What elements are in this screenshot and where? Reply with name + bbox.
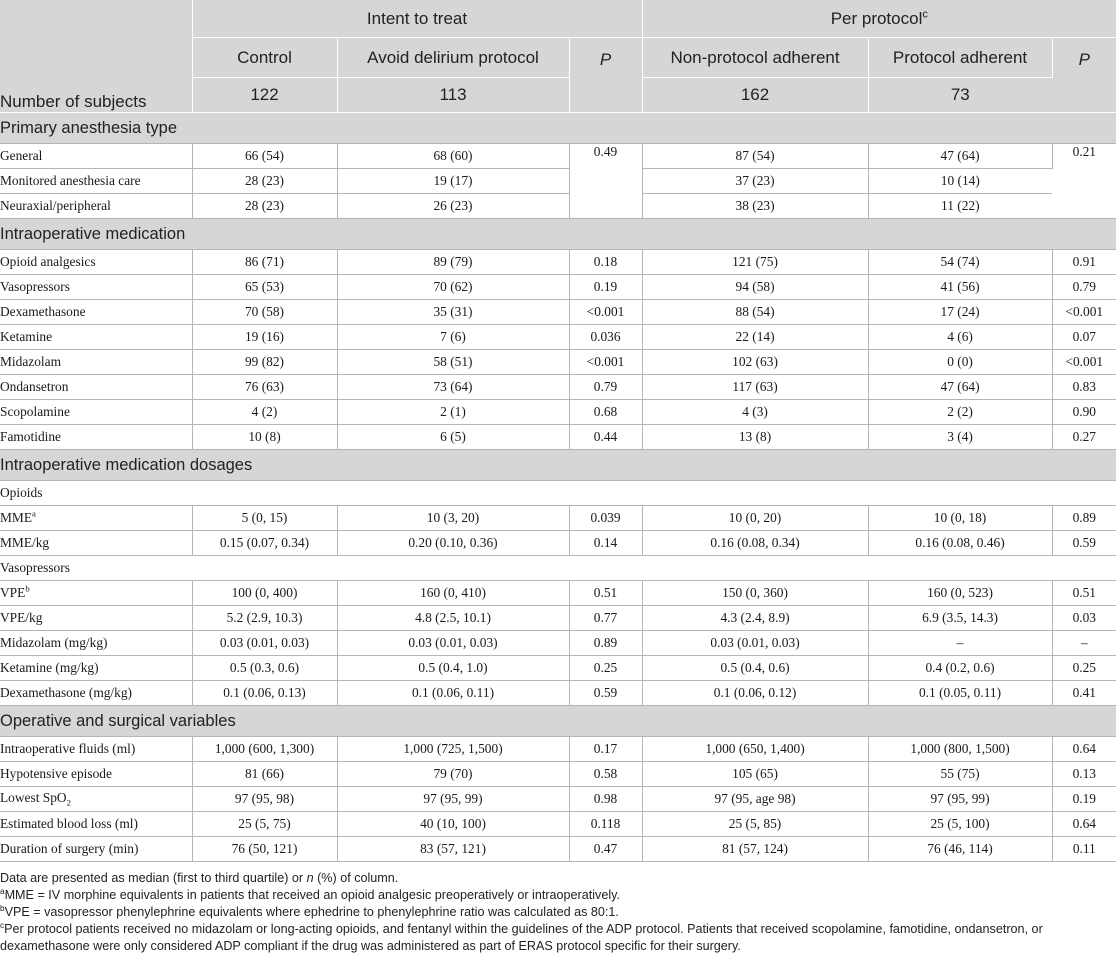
cell: 76 (46, 114) [868,837,1052,862]
table-row [0,144,1116,169]
subgroup-label: Vasopressors [0,556,1116,581]
cell: 38 (23) [642,194,868,219]
cell: 41 (56) [868,275,1052,300]
cell: 47 (64) [868,375,1052,400]
row-label: Midazolam [0,350,192,375]
table-row [0,275,1116,300]
cell: 2 (1) [337,400,569,425]
row-label: Hypotensive episode [0,762,192,787]
p-value-cell: <0.001 [569,300,642,325]
p-value-cell: 0.58 [569,762,642,787]
p-value-cell: <0.001 [569,350,642,375]
cell: 97 (95, age 98) [642,787,868,812]
cell: 0.16 (0.08, 0.34) [642,531,868,556]
cell: 97 (95, 98) [192,787,337,812]
p-value-cell: <0.001 [1052,300,1116,325]
section-header: Intraoperative medication [0,219,1116,250]
count-control: 122 [192,78,337,113]
cell: 160 (0, 410) [337,581,569,606]
count-adherent: 73 [868,78,1052,113]
cell: 0.15 (0.07, 0.34) [192,531,337,556]
cell: 25 (5, 85) [642,812,868,837]
col-adherent: Protocol adherent [868,38,1052,78]
section-header: Intraoperative medication dosages [0,450,1116,481]
cell: 83 (57, 121) [337,837,569,862]
p-value-cell: 0.41 [1052,681,1116,706]
p-value-cell: 0.68 [569,400,642,425]
cell: 55 (75) [868,762,1052,787]
table-row [0,425,1116,450]
cell: 25 (5, 100) [868,812,1052,837]
cell: 70 (62) [337,275,569,300]
cell: 19 (17) [337,169,569,194]
cell: 11 (22) [868,194,1052,219]
row-label: Lowest SpO$_2$ [0,787,192,812]
cell: 54 (74) [868,250,1052,275]
p-value-cell: 0.90 [1052,400,1116,425]
row-label: Dexamethasone [0,300,192,325]
cell: 10 (0, 20) [642,506,868,531]
p-value-cell: 0.51 [1052,581,1116,606]
cell: 10 (0, 18) [868,506,1052,531]
cell: 37 (23) [642,169,868,194]
subgroup-label: Opioids [0,481,1116,506]
cell: 28 (23) [192,169,337,194]
row-label: General [0,144,192,169]
p-value-cell: 0.59 [569,681,642,706]
cell: 10 (14) [868,169,1052,194]
row-label: Ondansetron [0,375,192,400]
cell: 13 (8) [642,425,868,450]
cell: 2 (2) [868,400,1052,425]
col-p-itt: P [569,38,642,113]
cell: 22 (14) [642,325,868,350]
table-row [0,325,1116,350]
p-value-cell: 0.19 [569,275,642,300]
p-value-cell: 0.64 [1052,737,1116,762]
cell: 0.1 (0.05, 0.11) [868,681,1052,706]
footnote-a: $^a$MME = IV morphine equivalents in patients that received an opioid analgesic preoperatively or intraoperatively. [0,886,621,902]
cell: 0.5 (0.4, 1.0) [337,656,569,681]
row-label: Opioid analgesics [0,250,192,275]
cell: 97 (95, 99) [868,787,1052,812]
table-row [0,400,1116,425]
p-value-cell: 0.64 [1052,812,1116,837]
cell: 0 (0) [868,350,1052,375]
row-label: VPE/kg [0,606,192,631]
cell: 0.5 (0.4, 0.6) [642,656,868,681]
cell: 99 (82) [192,350,337,375]
table-row [0,656,1116,681]
table-row [0,737,1116,762]
cell: 6 (5) [337,425,569,450]
table-row [0,194,1116,219]
p-value-cell: 0.79 [1052,275,1116,300]
p-value-cell: 0.25 [569,656,642,681]
row-label: MME/kg [0,531,192,556]
row-label: Scopolamine [0,400,192,425]
cell: 79 (70) [337,762,569,787]
cell: 0.16 (0.08, 0.46) [868,531,1052,556]
col-non-adherent: Non-protocol adherent [642,38,868,78]
cell: 25 (5, 75) [192,812,337,837]
cell: 5.2 (2.9, 10.3) [192,606,337,631]
p-value-cell: 0.18 [569,250,642,275]
p-value-cell: 0.27 [1052,425,1116,450]
footnote-main: Data are presented as median (first to third quartile) or n (%) of column. [0,871,399,885]
p-value-cell: 0.98 [569,787,642,812]
row-label: Vasopressors [0,275,192,300]
count-non-adherent: 162 [642,78,868,113]
cell: 6.9 (3.5, 14.3) [868,606,1052,631]
p-value-cell: 0.89 [1052,506,1116,531]
cell: 4 (2) [192,400,337,425]
cell: 26 (23) [337,194,569,219]
cell: 1,000 (650, 1,400) [642,737,868,762]
table-row [0,375,1116,400]
table-row [0,300,1116,325]
cell: 94 (58) [642,275,868,300]
cell: 10 (8) [192,425,337,450]
table-row [0,787,1116,812]
row-label: VPE$^b$ [0,581,192,606]
number-of-subjects-header: Number of subjects [0,0,192,113]
cell: 1,000 (725, 1,500) [337,737,569,762]
p-value-cell: 0.83 [1052,375,1116,400]
p-value-cell: 0.91 [1052,250,1116,275]
p-value-cell: 0.036 [569,325,642,350]
cell: 81 (66) [192,762,337,787]
count-avoid-delirium: 113 [337,78,569,113]
cell: 160 (0, 523) [868,581,1052,606]
cell: 73 (64) [337,375,569,400]
p-value-cell: 0.14 [569,531,642,556]
table-row [0,631,1116,656]
cell: 0.20 (0.10, 0.36) [337,531,569,556]
cell: 121 (75) [642,250,868,275]
table-footnotes [0,870,1112,955]
cell: 1,000 (800, 1,500) [868,737,1052,762]
table-row [0,837,1116,862]
intent-to-treat-header: Intent to treat [192,0,642,38]
table-row [0,250,1116,275]
cell: 86 (71) [192,250,337,275]
p-value-cell: 0.21 [1052,144,1116,219]
table-row [0,581,1116,606]
cell: – [868,631,1052,656]
table-row [0,681,1116,706]
p-value-cell: 0.11 [1052,837,1116,862]
table-row [0,506,1116,531]
cell: 89 (79) [337,250,569,275]
p-value-cell: 0.17 [569,737,642,762]
cell: 0.5 (0.3, 0.6) [192,656,337,681]
p-value-cell: 0.07 [1052,325,1116,350]
table-row [0,606,1116,631]
col-control: Control [192,38,337,78]
row-label: MME$^a$ [0,506,192,531]
cell: 0.1 (0.06, 0.13) [192,681,337,706]
cell: 4.3 (2.4, 8.9) [642,606,868,631]
row-label: Dexamethasone (mg/kg) [0,681,192,706]
p-value-cell: 0.77 [569,606,642,631]
footnote-b: $^b$VPE = vasopressor phenylephrine equivalents where ephedrine to phenylephrine ratio was calculated as 80:1. [0,903,619,919]
cell: 4 (6) [868,325,1052,350]
cell: 0.4 (0.2, 0.6) [868,656,1052,681]
cell: 7 (6) [337,325,569,350]
cell: 100 (0, 400) [192,581,337,606]
col-p-pp: P [1052,38,1116,113]
cell: 5 (0, 15) [192,506,337,531]
cell: 88 (54) [642,300,868,325]
row-label: Estimated blood loss (ml) [0,812,192,837]
p-value-cell: 0.25 [1052,656,1116,681]
p-value-cell: 0.59 [1052,531,1116,556]
p-value-cell: <0.001 [1052,350,1116,375]
section-header: Operative and surgical variables [0,706,1116,737]
cell: 68 (60) [337,144,569,169]
header-row-groups [0,0,1116,38]
subgroup-row [0,481,1116,506]
row-label: Duration of surgery (min) [0,837,192,862]
p-value-cell: 0.49 [569,144,642,219]
row-label: Ketamine (mg/kg) [0,656,192,681]
cell: 102 (63) [642,350,868,375]
p-value-cell: 0.51 [569,581,642,606]
p-value-cell: 0.47 [569,837,642,862]
cell: 28 (23) [192,194,337,219]
cell: 97 (95, 99) [337,787,569,812]
cell: 17 (24) [868,300,1052,325]
cell: 0.03 (0.01, 0.03) [642,631,868,656]
cell: 40 (10, 100) [337,812,569,837]
subgroup-row [0,556,1116,581]
table-row [0,812,1116,837]
row-label: Famotidine [0,425,192,450]
table-row [0,762,1116,787]
cell: 70 (58) [192,300,337,325]
cell: 66 (54) [192,144,337,169]
row-label: Neuraxial/peripheral [0,194,192,219]
table-row [0,169,1116,194]
col-avoid-delirium: Avoid delirium protocol [337,38,569,78]
cell: 4.8 (2.5, 10.1) [337,606,569,631]
row-label: Ketamine [0,325,192,350]
cell: 65 (53) [192,275,337,300]
cell: 0.03 (0.01, 0.03) [192,631,337,656]
row-label: Monitored anesthesia care [0,169,192,194]
p-value-cell: 0.118 [569,812,642,837]
cell: 19 (16) [192,325,337,350]
footnote-c: $^c$Per protocol patients received no midazolam or long-acting opioids, and fentanyl within the guidelines of the ADP protocol. Patients that received scopolamine, famotidine, ondansetron, or dexamethasone were only considered ADP compliant if the drug was administered as part of ERAS protocol specific for their surgery. [0,920,1043,953]
p-value-cell: 0.79 [569,375,642,400]
p-value-cell: 0.039 [569,506,642,531]
cell: 0.03 (0.01, 0.03) [337,631,569,656]
cell: 10 (3, 20) [337,506,569,531]
cell: 76 (50, 121) [192,837,337,862]
section-header: Primary anesthesia type [0,113,1116,144]
cell: 76 (63) [192,375,337,400]
p-value-cell: 0.19 [1052,787,1116,812]
cell: 0.1 (0.06, 0.11) [337,681,569,706]
table-row [0,531,1116,556]
p-value-cell: 0.44 [569,425,642,450]
table-row [0,350,1116,375]
p-value-cell: – [1052,631,1116,656]
p-value-cell: 0.89 [569,631,642,656]
cell: 3 (4) [868,425,1052,450]
cell: 81 (57, 124) [642,837,868,862]
cell: 58 (51) [337,350,569,375]
cell: 0.1 (0.06, 0.12) [642,681,868,706]
p-value-cell: 0.13 [1052,762,1116,787]
cell: 87 (54) [642,144,868,169]
cell: 105 (65) [642,762,868,787]
cell: 47 (64) [868,144,1052,169]
cell: 150 (0, 360) [642,581,868,606]
row-label: Intraoperative fluids (ml) [0,737,192,762]
cell: 4 (3) [642,400,868,425]
cell: 117 (63) [642,375,868,400]
per-protocol-header: Per protocol$^c$ [642,0,1116,38]
p-value-cell: 0.03 [1052,606,1116,631]
row-label: Midazolam (mg/kg) [0,631,192,656]
cell: 35 (31) [337,300,569,325]
cell: 1,000 (600, 1,300) [192,737,337,762]
